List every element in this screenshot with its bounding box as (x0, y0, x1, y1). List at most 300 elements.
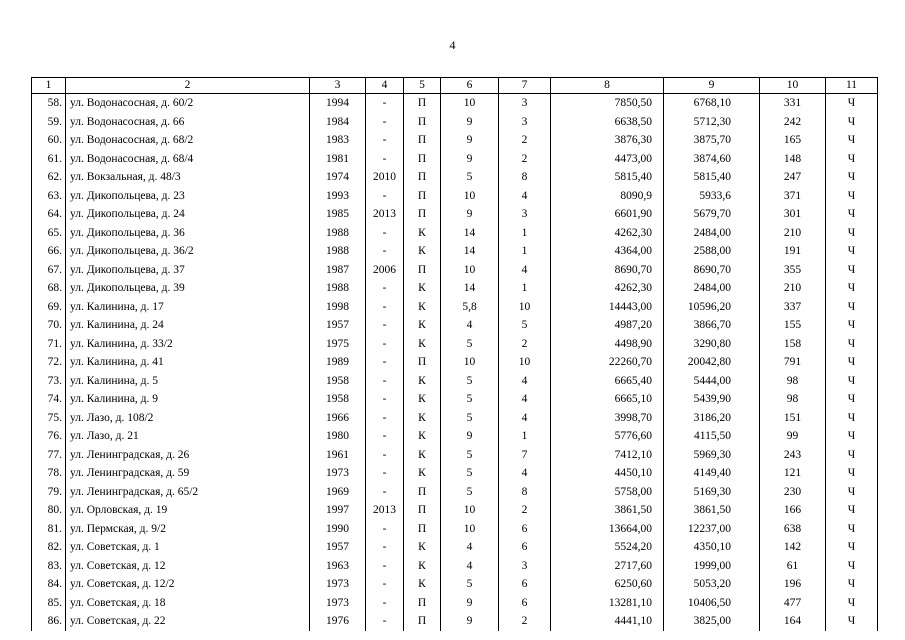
ownership-cell: Ч (826, 94, 878, 113)
table-row (32, 205, 878, 224)
ownership-cell: Ч (826, 594, 878, 613)
floors-cell: 14 (441, 224, 499, 243)
row-number: 64. (32, 205, 66, 224)
row-number: 76. (32, 427, 66, 446)
residents-cell: 61 (760, 557, 826, 576)
year-built-cell: 1958 (310, 372, 366, 391)
column-header: 9 (664, 78, 760, 94)
living-area-cell: 5679,70 (664, 205, 760, 224)
year-repair-cell: - (366, 353, 404, 372)
row-number: 84. (32, 575, 66, 594)
wall-material-cell: П (404, 501, 441, 520)
row-number: 58. (32, 94, 66, 113)
wall-material-cell: П (404, 520, 441, 539)
total-area-cell: 4987,20 (551, 316, 664, 335)
total-area-cell: 4498,90 (551, 335, 664, 354)
ownership-cell: Ч (826, 187, 878, 206)
living-area-cell: 5712,30 (664, 113, 760, 132)
total-area-cell: 6638,50 (551, 113, 664, 132)
wall-material-cell: К (404, 298, 441, 317)
year-built-cell: 1973 (310, 464, 366, 483)
address-cell: ул. Ленинградская, д. 26 (66, 446, 310, 465)
row-number: 70. (32, 316, 66, 335)
table-row (32, 409, 878, 428)
entrances-cell: 2 (499, 501, 551, 520)
wall-material-cell: К (404, 335, 441, 354)
table-row (32, 279, 878, 298)
table-row (32, 113, 878, 132)
entrances-cell: 6 (499, 594, 551, 613)
total-area-cell: 4450,10 (551, 464, 664, 483)
residents-cell: 477 (760, 594, 826, 613)
year-built-cell: 1998 (310, 298, 366, 317)
column-header: 11 (826, 78, 878, 94)
entrances-cell: 8 (499, 168, 551, 187)
entrances-cell: 6 (499, 575, 551, 594)
year-built-cell: 1989 (310, 353, 366, 372)
entrances-cell: 10 (499, 298, 551, 317)
residents-cell: 98 (760, 372, 826, 391)
entrances-cell: 2 (499, 150, 551, 169)
living-area-cell: 3186,20 (664, 409, 760, 428)
total-area-cell: 3861,50 (551, 501, 664, 520)
row-number: 65. (32, 224, 66, 243)
column-header: 3 (310, 78, 366, 94)
entrances-cell: 4 (499, 187, 551, 206)
floors-cell: 5 (441, 168, 499, 187)
entrances-cell: 4 (499, 372, 551, 391)
wall-material-cell: П (404, 94, 441, 113)
living-area-cell: 3825,00 (664, 612, 760, 631)
residents-cell: 247 (760, 168, 826, 187)
floors-cell: 5 (441, 446, 499, 465)
living-area-cell: 10406,50 (664, 594, 760, 613)
row-number: 63. (32, 187, 66, 206)
ownership-cell: Ч (826, 113, 878, 132)
entrances-cell: 1 (499, 242, 551, 261)
floors-cell: 10 (441, 94, 499, 113)
residents-cell: 196 (760, 575, 826, 594)
year-built-cell: 1993 (310, 187, 366, 206)
address-cell: ул. Лазо, д. 21 (66, 427, 310, 446)
total-area-cell: 4441,10 (551, 612, 664, 631)
residents-cell: 371 (760, 187, 826, 206)
row-number: 79. (32, 483, 66, 502)
living-area-cell: 5933,6 (664, 187, 760, 206)
living-area-cell: 8690,70 (664, 261, 760, 280)
table-row (32, 557, 878, 576)
entrances-cell: 1 (499, 224, 551, 243)
wall-material-cell: П (404, 168, 441, 187)
year-built-cell: 1985 (310, 205, 366, 224)
wall-material-cell: П (404, 261, 441, 280)
wall-material-cell: К (404, 409, 441, 428)
total-area-cell: 7412,10 (551, 446, 664, 465)
entrances-cell: 3 (499, 94, 551, 113)
year-repair-cell: - (366, 612, 404, 631)
wall-material-cell: К (404, 224, 441, 243)
row-number: 60. (32, 131, 66, 150)
year-repair-cell: - (366, 557, 404, 576)
table-row (32, 224, 878, 243)
total-area-cell: 8690,70 (551, 261, 664, 280)
table-row (32, 427, 878, 446)
living-area-cell: 5815,40 (664, 168, 760, 187)
address-cell: ул. Калинина, д. 5 (66, 372, 310, 391)
floors-cell: 14 (441, 242, 499, 261)
total-area-cell: 4262,30 (551, 224, 664, 243)
living-area-cell: 1999,00 (664, 557, 760, 576)
floors-cell: 5 (441, 335, 499, 354)
row-number: 75. (32, 409, 66, 428)
row-number: 74. (32, 390, 66, 409)
ownership-cell: Ч (826, 520, 878, 539)
table-row (32, 168, 878, 187)
residents-cell: 121 (760, 464, 826, 483)
year-built-cell: 1997 (310, 501, 366, 520)
floors-cell: 10 (441, 353, 499, 372)
residents-cell: 155 (760, 316, 826, 335)
year-repair-cell: 2010 (366, 168, 404, 187)
year-repair-cell: - (366, 279, 404, 298)
year-repair-cell: - (366, 131, 404, 150)
living-area-cell: 5444,00 (664, 372, 760, 391)
table-row (32, 575, 878, 594)
total-area-cell: 5776,60 (551, 427, 664, 446)
total-area-cell: 6665,10 (551, 390, 664, 409)
entrances-cell: 8 (499, 483, 551, 502)
living-area-cell: 3861,50 (664, 501, 760, 520)
entrances-cell: 7 (499, 446, 551, 465)
address-cell: ул. Советская, д. 1 (66, 538, 310, 557)
year-built-cell: 1988 (310, 224, 366, 243)
column-header: 7 (499, 78, 551, 94)
row-number: 82. (32, 538, 66, 557)
column-header: 8 (551, 78, 664, 94)
wall-material-cell: П (404, 205, 441, 224)
year-repair-cell: - (366, 538, 404, 557)
total-area-cell: 3998,70 (551, 409, 664, 428)
wall-material-cell: К (404, 446, 441, 465)
floors-cell: 9 (441, 150, 499, 169)
table-row (32, 242, 878, 261)
table-row (32, 150, 878, 169)
living-area-cell: 3875,70 (664, 131, 760, 150)
address-cell: ул. Водонасосная, д. 68/4 (66, 150, 310, 169)
ownership-cell: Ч (826, 261, 878, 280)
table-row (32, 261, 878, 280)
year-repair-cell: - (366, 94, 404, 113)
address-cell: ул. Водонасосная, д. 66 (66, 113, 310, 132)
floors-cell: 4 (441, 316, 499, 335)
table-row (32, 446, 878, 465)
ownership-cell: Ч (826, 205, 878, 224)
ownership-cell: Ч (826, 131, 878, 150)
living-area-cell: 4149,40 (664, 464, 760, 483)
wall-material-cell: К (404, 242, 441, 261)
address-cell: ул. Советская, д. 12 (66, 557, 310, 576)
year-built-cell: 1987 (310, 261, 366, 280)
living-area-cell: 4350,10 (664, 538, 760, 557)
address-cell: ул. Вокзальная, д. 48/3 (66, 168, 310, 187)
ownership-cell: Ч (826, 150, 878, 169)
table-row (32, 372, 878, 391)
floors-cell: 5 (441, 390, 499, 409)
year-built-cell: 1981 (310, 150, 366, 169)
entrances-cell: 6 (499, 520, 551, 539)
entrances-cell: 2 (499, 335, 551, 354)
living-area-cell: 2484,00 (664, 224, 760, 243)
living-area-cell: 5439,90 (664, 390, 760, 409)
year-built-cell: 1975 (310, 335, 366, 354)
address-cell: ул. Калинина, д. 24 (66, 316, 310, 335)
total-area-cell: 5524,20 (551, 538, 664, 557)
floors-cell: 5 (441, 409, 499, 428)
row-number: 67. (32, 261, 66, 280)
table-row (32, 501, 878, 520)
floors-cell: 9 (441, 205, 499, 224)
ownership-cell: Ч (826, 335, 878, 354)
total-area-cell: 3876,30 (551, 131, 664, 150)
row-number: 83. (32, 557, 66, 576)
row-number: 59. (32, 113, 66, 132)
table-row (32, 464, 878, 483)
year-built-cell: 1969 (310, 483, 366, 502)
year-built-cell: 1957 (310, 316, 366, 335)
housing-table (31, 77, 878, 631)
year-repair-cell: - (366, 316, 404, 335)
entrances-cell: 1 (499, 279, 551, 298)
year-built-cell: 1980 (310, 427, 366, 446)
wall-material-cell: П (404, 612, 441, 631)
table-body (32, 94, 878, 631)
wall-material-cell: П (404, 150, 441, 169)
total-area-cell: 4473,00 (551, 150, 664, 169)
residents-cell: 165 (760, 131, 826, 150)
year-repair-cell: - (366, 242, 404, 261)
total-area-cell: 13664,00 (551, 520, 664, 539)
address-cell: ул. Калинина, д. 41 (66, 353, 310, 372)
floors-cell: 5 (441, 575, 499, 594)
ownership-cell: Ч (826, 446, 878, 465)
address-cell: ул. Калинина, д. 17 (66, 298, 310, 317)
table-row (32, 594, 878, 613)
year-repair-cell: - (366, 298, 404, 317)
year-repair-cell: - (366, 446, 404, 465)
wall-material-cell: П (404, 353, 441, 372)
address-cell: ул. Лазо, д. 108/2 (66, 409, 310, 428)
year-built-cell: 1966 (310, 409, 366, 428)
table-row (32, 538, 878, 557)
entrances-cell: 2 (499, 131, 551, 150)
ownership-cell: Ч (826, 612, 878, 631)
entrances-cell: 3 (499, 557, 551, 576)
year-repair-cell: - (366, 150, 404, 169)
year-repair-cell: - (366, 409, 404, 428)
total-area-cell: 14443,00 (551, 298, 664, 317)
table-row (32, 483, 878, 502)
column-header: 6 (441, 78, 499, 94)
address-cell: ул. Пермская, д. 9/2 (66, 520, 310, 539)
entrances-cell: 2 (499, 612, 551, 631)
living-area-cell: 3874,60 (664, 150, 760, 169)
residents-cell: 151 (760, 409, 826, 428)
living-area-cell: 12237,00 (664, 520, 760, 539)
entrances-cell: 4 (499, 390, 551, 409)
living-area-cell: 6768,10 (664, 94, 760, 113)
residents-cell: 242 (760, 113, 826, 132)
total-area-cell: 7850,50 (551, 94, 664, 113)
year-built-cell: 1961 (310, 446, 366, 465)
row-number: 68. (32, 279, 66, 298)
floors-cell: 9 (441, 594, 499, 613)
table-row (32, 298, 878, 317)
column-header: 5 (404, 78, 441, 94)
residents-cell: 331 (760, 94, 826, 113)
address-cell: ул. Водонасосная, д. 60/2 (66, 94, 310, 113)
ownership-cell: Ч (826, 242, 878, 261)
total-area-cell: 4262,30 (551, 279, 664, 298)
wall-material-cell: К (404, 557, 441, 576)
residents-cell: 243 (760, 446, 826, 465)
entrances-cell: 10 (499, 353, 551, 372)
year-repair-cell: 2006 (366, 261, 404, 280)
year-repair-cell: 2013 (366, 205, 404, 224)
address-cell: ул. Дикопольцева, д. 37 (66, 261, 310, 280)
ownership-cell: Ч (826, 483, 878, 502)
year-built-cell: 1988 (310, 279, 366, 298)
living-area-cell: 5969,30 (664, 446, 760, 465)
residents-cell: 791 (760, 353, 826, 372)
page-number: 4 (449, 38, 456, 52)
table-row (32, 335, 878, 354)
entrances-cell: 4 (499, 464, 551, 483)
table-row (32, 131, 878, 150)
living-area-cell: 2588,00 (664, 242, 760, 261)
year-repair-cell: - (366, 594, 404, 613)
ownership-cell: Ч (826, 168, 878, 187)
living-area-cell: 5053,20 (664, 575, 760, 594)
year-built-cell: 1957 (310, 538, 366, 557)
residents-cell: 158 (760, 335, 826, 354)
floors-cell: 5 (441, 483, 499, 502)
ownership-cell: Ч (826, 353, 878, 372)
ownership-cell: Ч (826, 390, 878, 409)
ownership-cell: Ч (826, 279, 878, 298)
address-cell: ул. Советская, д. 12/2 (66, 575, 310, 594)
total-area-cell: 22260,70 (551, 353, 664, 372)
entrances-cell: 5 (499, 316, 551, 335)
total-area-cell: 5758,00 (551, 483, 664, 502)
wall-material-cell: П (404, 594, 441, 613)
living-area-cell: 20042,80 (664, 353, 760, 372)
residents-cell: 638 (760, 520, 826, 539)
floors-cell: 10 (441, 520, 499, 539)
address-cell: ул. Советская, д. 18 (66, 594, 310, 613)
row-number: 81. (32, 520, 66, 539)
total-area-cell: 6250,60 (551, 575, 664, 594)
table-row (32, 353, 878, 372)
column-header: 4 (366, 78, 404, 94)
residents-cell: 164 (760, 612, 826, 631)
year-repair-cell: - (366, 187, 404, 206)
year-repair-cell: - (366, 335, 404, 354)
address-cell: ул. Дикопольцева, д. 36 (66, 224, 310, 243)
year-built-cell: 1958 (310, 390, 366, 409)
year-repair-cell: - (366, 575, 404, 594)
ownership-cell: Ч (826, 464, 878, 483)
entrances-cell: 3 (499, 205, 551, 224)
address-cell: ул. Калинина, д. 33/2 (66, 335, 310, 354)
residents-cell: 98 (760, 390, 826, 409)
residents-cell: 210 (760, 279, 826, 298)
row-number: 86. (32, 612, 66, 631)
floors-cell: 9 (441, 131, 499, 150)
wall-material-cell: К (404, 575, 441, 594)
address-cell: ул. Дикопольцева, д. 36/2 (66, 242, 310, 261)
year-repair-cell: - (366, 520, 404, 539)
living-area-cell: 5169,30 (664, 483, 760, 502)
column-header: 2 (66, 78, 310, 94)
row-number: 85. (32, 594, 66, 613)
residents-cell: 191 (760, 242, 826, 261)
table-row (32, 316, 878, 335)
wall-material-cell: К (404, 538, 441, 557)
year-repair-cell: 2013 (366, 501, 404, 520)
total-area-cell: 5815,40 (551, 168, 664, 187)
year-repair-cell: - (366, 427, 404, 446)
total-area-cell: 13281,10 (551, 594, 664, 613)
ownership-cell: Ч (826, 557, 878, 576)
floors-cell: 14 (441, 279, 499, 298)
row-number: 71. (32, 335, 66, 354)
residents-cell: 142 (760, 538, 826, 557)
residents-cell: 230 (760, 483, 826, 502)
entrances-cell: 6 (499, 538, 551, 557)
ownership-cell: Ч (826, 224, 878, 243)
row-number: 73. (32, 372, 66, 391)
column-header: 1 (32, 78, 66, 94)
address-cell: ул. Орловская, д. 19 (66, 501, 310, 520)
year-built-cell: 1988 (310, 242, 366, 261)
year-built-cell: 1963 (310, 557, 366, 576)
residents-cell: 337 (760, 298, 826, 317)
address-cell: ул. Водонасосная, д. 68/2 (66, 131, 310, 150)
address-cell: ул. Дикопольцева, д. 23 (66, 187, 310, 206)
wall-material-cell: П (404, 113, 441, 132)
year-built-cell: 1990 (310, 520, 366, 539)
residents-cell: 99 (760, 427, 826, 446)
floors-cell: 9 (441, 612, 499, 631)
floors-cell: 5 (441, 464, 499, 483)
row-number: 61. (32, 150, 66, 169)
column-header: 10 (760, 78, 826, 94)
year-repair-cell: - (366, 483, 404, 502)
address-cell: ул. Ленинградская, д. 59 (66, 464, 310, 483)
row-number: 78. (32, 464, 66, 483)
wall-material-cell: К (404, 390, 441, 409)
floors-cell: 10 (441, 501, 499, 520)
residents-cell: 355 (760, 261, 826, 280)
residents-cell: 166 (760, 501, 826, 520)
ownership-cell: Ч (826, 372, 878, 391)
wall-material-cell: К (404, 427, 441, 446)
residents-cell: 148 (760, 150, 826, 169)
address-cell: ул. Калинина, д. 9 (66, 390, 310, 409)
row-number: 69. (32, 298, 66, 317)
year-built-cell: 1994 (310, 94, 366, 113)
floors-cell: 4 (441, 557, 499, 576)
